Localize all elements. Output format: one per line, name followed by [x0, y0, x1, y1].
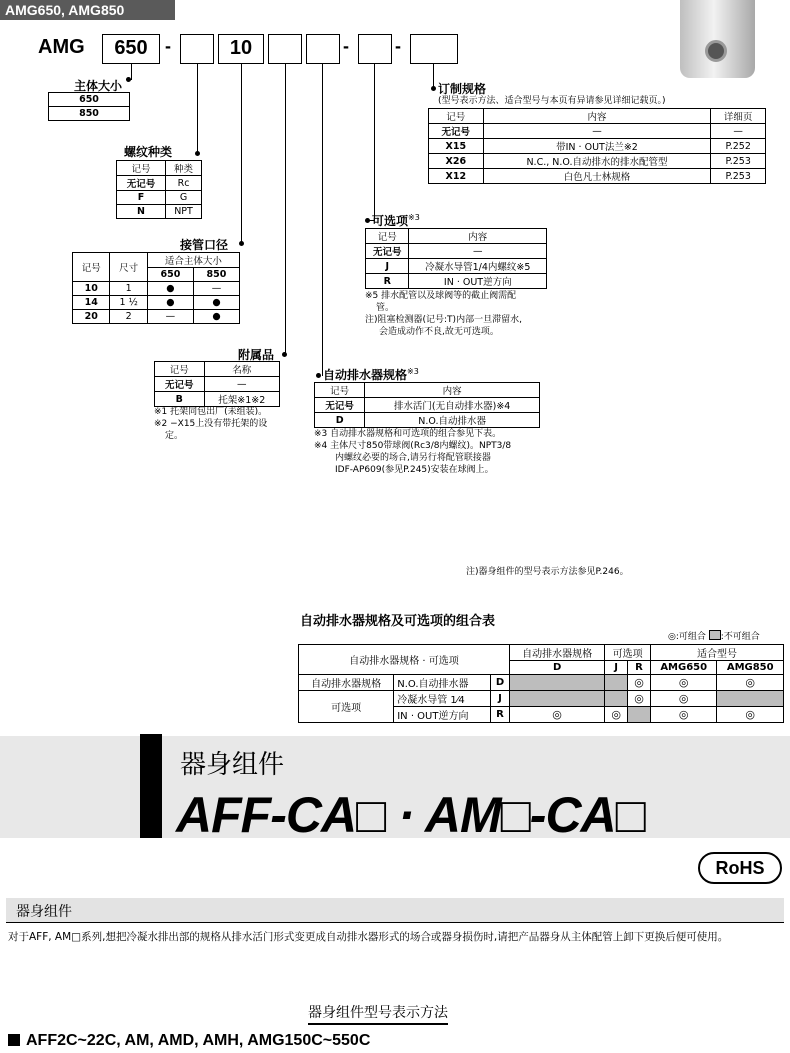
model-box-size: 650: [102, 34, 160, 64]
th: 自动排水器规格 · 可选项: [299, 645, 510, 675]
th: 记号: [73, 253, 110, 282]
subsection-title: 器身组件: [16, 904, 72, 920]
model-dash: -: [165, 36, 171, 56]
cell: —: [483, 124, 711, 139]
cell: 可选项: [299, 691, 394, 723]
series-line: AFF2C~22C, AM, AMD, AMH, AMG150C~550C: [8, 1032, 370, 1050]
th: 适合主体大小: [147, 253, 239, 268]
cell: ●: [147, 296, 193, 310]
model-box-port: 10: [218, 34, 264, 64]
cell: 带IN · OUT法兰※2: [483, 139, 711, 154]
th: AMG650: [650, 661, 717, 675]
subsection-bar: [6, 898, 784, 923]
cell: N.O.自动排水器: [365, 413, 540, 428]
model-dash: -: [343, 36, 349, 56]
auto-drain-note: IDF-AP609(参见P.245)安装在球阀上。: [335, 465, 494, 475]
th: D: [509, 661, 604, 675]
cell: ◎: [605, 707, 628, 723]
cell: 1: [110, 282, 147, 296]
cell: [509, 675, 604, 691]
reference-note: 注)器身组件的型号表示方法参见P.246。: [466, 567, 629, 577]
cell: 自动排水器规格: [299, 675, 394, 691]
accessory-note: ※2 −X15上没有带托架的设: [154, 419, 268, 429]
cell: IN · OUT逆方向: [394, 707, 491, 723]
option-note: 管。: [376, 303, 395, 313]
custom-spec-sublabel: (型号表示方法、适合型号与本页有异请参见详细记载页。): [438, 96, 666, 106]
cell: [628, 707, 651, 723]
subsection-text: 对于AFF, AM□系列,想把冷凝水排出部的规格从排水活门形式变更成自动排水器形式的场合或器身损伤时,请把产品器身从主体配管上卸下更换后便可使用。: [8, 931, 729, 943]
model-box-option: [358, 34, 392, 64]
cell: ◎: [628, 691, 651, 707]
cell: —: [711, 124, 766, 139]
port-size-label: 接管口径: [180, 238, 229, 252]
rohs-badge: RoHS: [698, 852, 782, 884]
cell: 无记号: [366, 244, 409, 259]
th: 850: [193, 268, 239, 282]
port-icon: [705, 40, 727, 62]
cell: B: [155, 392, 205, 407]
cell: N.O.自动排水器: [394, 675, 491, 691]
th: 记号: [117, 161, 166, 176]
square-bullet-icon: [8, 1034, 20, 1046]
cell: X15: [429, 139, 484, 154]
custom-spec-table: [428, 108, 766, 184]
product-image: [680, 0, 755, 78]
cell: —: [193, 282, 239, 296]
cell: [509, 691, 604, 707]
cell: —: [204, 377, 279, 392]
cell: G: [166, 191, 202, 205]
option-note: ※5 排水配管以及球阀等的截止阀需配: [365, 291, 517, 301]
section-marker: [140, 734, 162, 838]
combo-legend: ◎:可组合 :不可组合: [668, 632, 760, 642]
cell: IN · OUT逆方向: [409, 274, 547, 289]
th: 名称: [204, 362, 279, 377]
cell: R: [366, 274, 409, 289]
th: 种类: [166, 161, 202, 176]
cell: [717, 691, 784, 707]
cell: J: [366, 259, 409, 274]
cell: ◎: [650, 691, 717, 707]
cell: 冷凝水导管 1⁄4: [394, 691, 491, 707]
auto-drain-note: ※3 自动排水器规格和可选项的组合参见下表。: [314, 429, 502, 439]
cell: P.253: [711, 154, 766, 169]
port-size-table: [72, 252, 240, 324]
cell: ◎: [628, 675, 651, 691]
body-size-table: [48, 92, 130, 121]
option-note: 会造成动作不良,故无可选项。: [379, 327, 499, 337]
cell: 14: [73, 296, 110, 310]
th: R: [628, 661, 651, 675]
cell: ●: [147, 282, 193, 296]
option-label: 可选项$^{※3}$: [372, 213, 420, 228]
cell: 冷凝水导管1/4内螺纹※5: [409, 259, 547, 274]
body-size-label: 主体大小: [74, 79, 123, 93]
th: 可选项: [605, 645, 651, 661]
th: 自动排水器规格: [509, 645, 604, 661]
cell: 10: [73, 282, 110, 296]
cell: ◎: [650, 707, 717, 723]
cell: [605, 675, 628, 691]
cell: 托架※1※2: [204, 392, 279, 407]
cell: —: [409, 244, 547, 259]
th: 内容: [483, 109, 711, 124]
th: 记号: [429, 109, 484, 124]
cell: 无记号: [429, 124, 484, 139]
cell: F: [117, 191, 166, 205]
cell: 无记号: [315, 398, 365, 413]
cell: J: [491, 691, 510, 707]
cell: 白色凡士林规格: [483, 169, 711, 184]
model-dash: -: [395, 36, 401, 56]
section-model-title: AFF-CA□ · AM□-CA□: [176, 787, 645, 843]
option-note: 注)阻塞检测器(记号:T)内部一旦滞留水,: [365, 315, 522, 325]
cell: ◎: [650, 675, 717, 691]
model-prefix: AMG: [38, 36, 85, 58]
cell: N: [117, 205, 166, 219]
how-to-order-title: 器身组件型号表示方法: [308, 1002, 448, 1025]
cell: Rc: [166, 176, 202, 191]
combo-table: [298, 644, 784, 723]
thread-type-table: [116, 160, 202, 219]
cell: ◎: [717, 675, 784, 691]
option-table: [365, 228, 547, 289]
thread-type-label: 螺纹种类: [124, 145, 173, 159]
th: J: [605, 661, 628, 675]
cell: NPT: [166, 205, 202, 219]
section-title: 器身组件: [180, 750, 285, 780]
accessory-label: 附属品: [238, 348, 275, 362]
model-box-custom: [410, 34, 458, 64]
custom-spec-label: 订制规格: [438, 82, 487, 96]
auto-drain-note: ※4 主体尺寸850带球阀(Rc3/8内螺纹)。NPT3/8: [314, 441, 512, 451]
cell: D: [491, 675, 510, 691]
model-box-drain: [306, 34, 340, 64]
cell: R: [491, 707, 510, 723]
body-size-cell: 650: [49, 93, 130, 107]
cell: 无记号: [117, 176, 166, 191]
cell: P.253: [711, 169, 766, 184]
model-box-thread: [180, 34, 214, 64]
cell: X12: [429, 169, 484, 184]
combo-title: 自动排水器规格及可选项的组合表: [300, 614, 496, 629]
th: 记号: [155, 362, 205, 377]
cell: [605, 691, 628, 707]
auto-drain-table: [314, 382, 540, 428]
cell: ◎: [509, 707, 604, 723]
cell: ●: [193, 310, 239, 324]
th: 内容: [365, 383, 540, 398]
th: 适合型号: [650, 645, 783, 661]
auto-drain-note: 内螺纹必要的场合,请另行将配管联接器: [335, 453, 491, 463]
th: 650: [147, 268, 193, 282]
accessory-note: ※1 托架同包出厂(未组装)。: [154, 407, 268, 417]
cell: 20: [73, 310, 110, 324]
cell: 无记号: [155, 377, 205, 392]
th: 内容: [409, 229, 547, 244]
cell: 排水活门(无自动排水器)※4: [365, 398, 540, 413]
accessory-table: [154, 361, 280, 407]
model-box-accessory: [268, 34, 302, 64]
cell: N.C., N.O.自动排水的排水配管型: [483, 154, 711, 169]
series-tag: AMG650, AMG850: [0, 0, 175, 20]
cell: 1 ½: [110, 296, 147, 310]
th: AMG850: [717, 661, 784, 675]
cell: D: [315, 413, 365, 428]
cell: X26: [429, 154, 484, 169]
accessory-note: 定。: [165, 431, 184, 441]
body-size-cell: 850: [49, 107, 130, 121]
cell: 2: [110, 310, 147, 324]
cell: ◎: [717, 707, 784, 723]
th: 详细页: [711, 109, 766, 124]
cell: P.252: [711, 139, 766, 154]
auto-drain-label: 自动排水器规格$^{※3}$: [323, 367, 419, 382]
th: 尺寸: [110, 253, 147, 282]
cell: ●: [193, 296, 239, 310]
th: 记号: [315, 383, 365, 398]
cell: —: [147, 310, 193, 324]
th: 记号: [366, 229, 409, 244]
